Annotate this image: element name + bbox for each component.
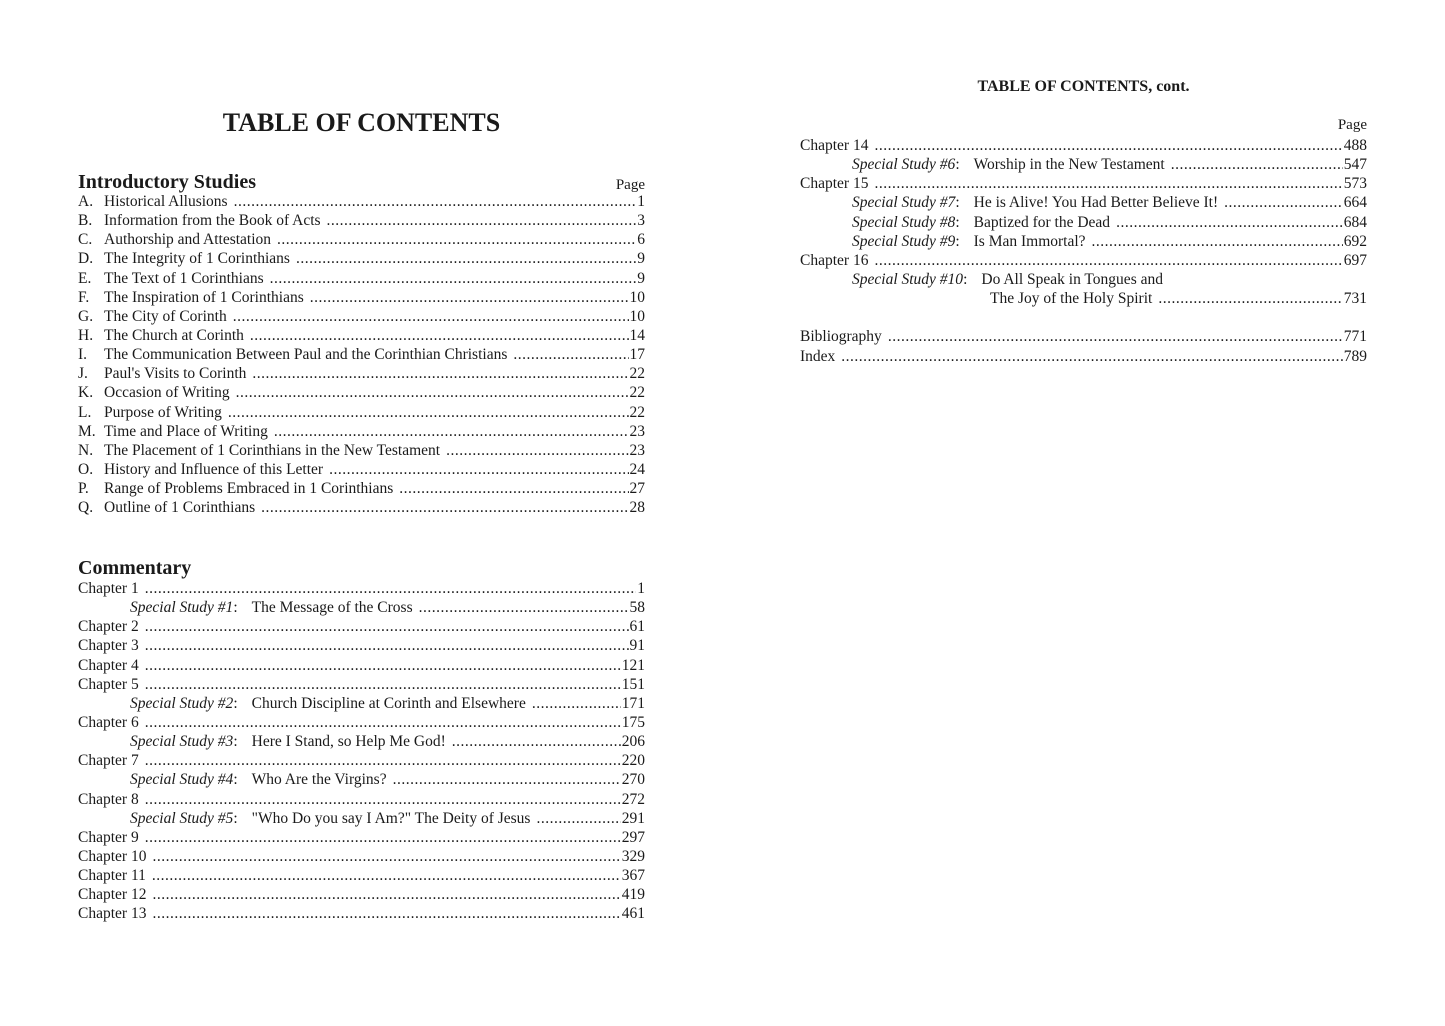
entry-title: Time and Place of Writing xyxy=(104,422,268,440)
dot-leader xyxy=(513,345,628,364)
dot-leader xyxy=(277,230,636,249)
entry-title: Outline of 1 Corinthians xyxy=(104,499,256,517)
toc-entry xyxy=(78,904,645,923)
special-study-label: Special Study #8 xyxy=(852,213,956,231)
entry-title: Do All Speak in Tongues and xyxy=(981,270,1163,288)
page-number: 220 xyxy=(621,752,645,770)
entry-title: Paul's Visits to Corinth xyxy=(104,365,247,383)
entry-title: The City of Corinth xyxy=(104,307,227,325)
dot-leader xyxy=(152,847,620,866)
special-study-entry xyxy=(78,211,645,230)
special-study-entry xyxy=(78,732,645,751)
dot-leader xyxy=(874,251,1342,270)
label-colon: : xyxy=(955,194,960,212)
dot-leader xyxy=(888,327,1343,346)
special-study-entry xyxy=(78,694,645,713)
page-number: 10 xyxy=(629,288,645,306)
dot-leader xyxy=(252,364,628,383)
page-title: TABLE OF CONTENTS xyxy=(222,108,501,137)
dot-leader xyxy=(1092,232,1343,251)
page-number: 367 xyxy=(621,867,645,885)
toc-entry xyxy=(800,347,1367,366)
entry-letter: H. xyxy=(78,326,94,344)
continued-list xyxy=(800,136,1367,366)
entry-title: Worship in the New Testament xyxy=(973,156,1165,174)
special-study-entry xyxy=(78,460,645,479)
special-study-entry xyxy=(78,479,645,498)
dot-leader xyxy=(419,598,629,617)
toc-entry xyxy=(78,636,645,655)
page-number: 10 xyxy=(629,307,645,325)
toc-entry xyxy=(78,751,645,770)
entry-title: Here I Stand, so Help Me God! xyxy=(251,733,446,751)
page-number: 22 xyxy=(629,403,645,421)
dot-leader xyxy=(270,269,637,288)
entry-letter: F. xyxy=(78,288,90,306)
special-study-label: Special Study #4 xyxy=(130,771,234,789)
label-colon: : xyxy=(955,213,960,231)
entry-title: Chapter 3 xyxy=(78,637,139,655)
special-study-entry xyxy=(78,269,645,288)
entry-title: Chapter 11 xyxy=(78,867,146,885)
entry-letter: A. xyxy=(78,193,94,210)
toc-entry xyxy=(800,327,1367,346)
page-number: 1 xyxy=(637,193,645,210)
label-colon: : xyxy=(955,156,960,174)
dot-leader xyxy=(446,441,628,460)
page-number: 684 xyxy=(1343,213,1367,231)
dot-leader xyxy=(233,307,629,326)
toc-entry xyxy=(78,713,645,732)
toc-entry xyxy=(78,656,645,675)
entry-title: The Message of the Cross xyxy=(251,599,413,617)
entry-letter: K. xyxy=(78,384,94,402)
page-number: 664 xyxy=(1343,194,1367,212)
special-study-entry xyxy=(800,213,1367,232)
special-study-entry xyxy=(78,249,645,268)
entry-title: "Who Do you say I Am?" The Deity of Jesus xyxy=(251,809,531,827)
special-study-entry xyxy=(78,403,645,422)
special-study-entry xyxy=(78,383,645,402)
section-title-introductory: Introductory Studies xyxy=(78,171,256,193)
special-study-label: Special Study #1 xyxy=(130,599,234,617)
entry-title: Chapter 6 xyxy=(78,713,139,731)
special-study-entry xyxy=(78,307,645,326)
dot-leader xyxy=(296,249,636,268)
dot-leader xyxy=(152,885,620,904)
special-study-entry xyxy=(78,498,645,517)
page-number: 61 xyxy=(629,618,645,636)
entry-title: History and Influence of this Letter xyxy=(104,460,324,478)
entry-title: Bibliography xyxy=(800,328,882,346)
dot-leader xyxy=(145,751,621,770)
dot-leader xyxy=(310,288,629,307)
special-study-label: Special Study #9 xyxy=(852,232,956,250)
entry-title: The Integrity of 1 Corinthians xyxy=(104,250,290,268)
entry-title: Chapter 14 xyxy=(800,137,869,154)
entry-title: Chapter 16 xyxy=(800,251,869,269)
entry-letter: P. xyxy=(78,480,89,498)
page-number: 151 xyxy=(621,675,645,693)
entry-title: The Placement of 1 Corinthians in the New Testament xyxy=(104,441,441,459)
entry-title: Chapter 12 xyxy=(78,886,147,904)
dot-leader xyxy=(274,422,629,441)
page-number: 206 xyxy=(621,733,645,751)
section-title-commentary: Commentary xyxy=(78,557,192,579)
dot-leader xyxy=(399,479,628,498)
toc-entry xyxy=(800,136,1367,155)
page-number: 6 xyxy=(637,231,645,249)
page-number: 329 xyxy=(621,847,645,865)
label-colon: : xyxy=(233,809,238,827)
special-study-entry xyxy=(800,270,1367,289)
toc-entry xyxy=(78,885,645,904)
label-colon: : xyxy=(955,232,960,250)
page-number: 9 xyxy=(637,250,645,268)
entry-title: Range of Problems Embraced in 1 Corinthians xyxy=(104,480,394,498)
entry-title: Authorship and Attestation xyxy=(104,231,272,249)
entry-title: Information from the Book of Acts xyxy=(104,212,321,230)
page-number: 121 xyxy=(621,656,645,674)
special-study-entry xyxy=(78,230,645,249)
dot-leader xyxy=(1158,289,1342,308)
special-study-label: Special Study #2 xyxy=(130,694,234,712)
entry-title: Chapter 2 xyxy=(78,618,139,636)
entry-title: Index xyxy=(800,347,836,365)
special-study-label: Special Study #7 xyxy=(852,194,956,212)
page-number: 731 xyxy=(1343,290,1367,308)
dot-leader xyxy=(874,136,1342,155)
commentary-header xyxy=(78,556,645,580)
entry-title: Purpose of Writing xyxy=(104,403,222,421)
page-number: 1 xyxy=(637,580,645,597)
dot-leader xyxy=(145,617,629,636)
entry-letter: N. xyxy=(78,441,94,459)
entry-letter: D. xyxy=(78,250,94,268)
special-study-entry xyxy=(800,232,1367,251)
introductory-list xyxy=(78,192,645,517)
dot-leader xyxy=(532,694,621,713)
dot-leader xyxy=(1171,155,1343,174)
special-study-label: Special Study #10 xyxy=(852,270,964,288)
dot-leader xyxy=(393,770,621,789)
toc-entry xyxy=(78,790,645,809)
dot-leader xyxy=(841,347,1342,366)
page-number: 573 xyxy=(1343,175,1367,193)
special-study-entry xyxy=(78,326,645,345)
dot-leader xyxy=(145,636,629,655)
label-colon: : xyxy=(963,270,968,288)
entry-title: Chapter 8 xyxy=(78,790,139,808)
dot-leader xyxy=(234,192,637,211)
entry-title: The Text of 1 Corinthians xyxy=(104,269,264,287)
page-number: 14 xyxy=(629,326,645,344)
toc-entry xyxy=(800,174,1367,193)
page-number: 22 xyxy=(629,384,645,402)
page-number: 28 xyxy=(629,499,645,517)
page-number: 771 xyxy=(1343,328,1367,346)
special-study-entry xyxy=(800,155,1367,174)
entry-title: Occasion of Writing xyxy=(104,384,230,402)
page-number: 58 xyxy=(629,599,645,617)
entry-letter: Q. xyxy=(78,499,94,517)
toc-entry xyxy=(78,617,645,636)
dot-leader xyxy=(236,383,629,402)
entry-title: Chapter 13 xyxy=(78,905,147,923)
dot-leader xyxy=(261,498,628,517)
entry-title: Chapter 5 xyxy=(78,675,139,693)
dot-leader xyxy=(145,828,621,847)
page-number: 789 xyxy=(1343,347,1367,365)
entry-title: The Joy of the Holy Spirit xyxy=(990,290,1153,308)
toc-entry xyxy=(78,847,645,866)
special-study-entry xyxy=(78,192,645,211)
special-study-entry xyxy=(78,288,645,307)
page-column-label: Page xyxy=(1337,117,1367,133)
label-colon: : xyxy=(233,694,238,712)
entry-letter: O. xyxy=(78,460,94,478)
entry-title: Is Man Immortal? xyxy=(973,232,1086,250)
special-study-entry xyxy=(78,345,645,364)
dot-leader xyxy=(329,460,628,479)
special-study-label: Special Study #6 xyxy=(852,156,956,174)
introductory-studies-header xyxy=(78,170,645,194)
page-number: 91 xyxy=(629,637,645,655)
label-colon: : xyxy=(233,599,238,617)
list-spacer xyxy=(800,308,1367,327)
page-title-continued: TABLE OF CONTENTS, cont. xyxy=(977,78,1190,95)
dot-leader xyxy=(145,656,621,675)
special-study-label: Special Study #5 xyxy=(130,809,234,827)
entry-title: Chapter 7 xyxy=(78,752,139,770)
toc-entry xyxy=(78,675,645,694)
special-study-label: Special Study #3 xyxy=(130,733,234,751)
dot-leader xyxy=(145,713,621,732)
label-colon: : xyxy=(233,733,238,751)
dot-leader xyxy=(1224,193,1343,212)
entry-title: Who Are the Virgins? xyxy=(251,771,387,789)
page-number: 419 xyxy=(621,886,645,904)
entry-title: The Inspiration of 1 Corinthians xyxy=(104,288,304,306)
entry-letter: L. xyxy=(78,403,92,421)
entry-title: The Communication Between Paul and the Corinthian Christians xyxy=(104,346,508,364)
dot-leader xyxy=(228,403,629,422)
label-colon: : xyxy=(233,771,238,789)
entry-title: The Church at Corinth xyxy=(104,326,244,344)
page-number: 175 xyxy=(621,713,645,731)
entry-title: He is Alive! You Had Better Believe It! xyxy=(973,194,1219,212)
entry-letter: M. xyxy=(78,422,96,440)
special-study-entry xyxy=(78,809,645,828)
entry-title: Chapter 9 xyxy=(78,828,139,846)
special-study-entry xyxy=(800,193,1367,212)
dot-leader xyxy=(327,211,637,230)
special-study-entry xyxy=(78,770,645,789)
entry-letter: G. xyxy=(78,307,94,325)
dot-leader xyxy=(152,866,621,885)
page-number: 297 xyxy=(621,828,645,846)
toc-entry xyxy=(78,828,645,847)
entry-letter: C. xyxy=(78,231,93,249)
page-number: 9 xyxy=(637,269,645,287)
entry-title: Baptized for the Dead xyxy=(973,213,1111,231)
dot-leader xyxy=(145,675,621,694)
toc-entry xyxy=(78,579,645,598)
special-study-entry xyxy=(78,598,645,617)
special-study-entry xyxy=(78,364,645,383)
commentary-list xyxy=(78,579,645,924)
entry-title: Chapter 10 xyxy=(78,847,147,865)
entry-title: Historical Allusions xyxy=(104,193,228,210)
page-number: 461 xyxy=(621,905,645,923)
dot-leader xyxy=(250,326,629,345)
entry-title: Chapter 1 xyxy=(78,580,139,597)
dot-leader xyxy=(536,809,620,828)
entry-title: Church Discipline at Corinth and Elsewhere xyxy=(251,694,526,712)
dot-leader xyxy=(145,579,637,598)
dot-leader xyxy=(452,732,621,751)
special-study-entry xyxy=(78,422,645,441)
page-column-label: Page xyxy=(615,177,645,193)
page-number: 27 xyxy=(629,480,645,498)
entry-letter: B. xyxy=(78,212,93,230)
special-study-entry xyxy=(78,441,645,460)
toc-entry xyxy=(78,866,645,885)
toc-entry-continued xyxy=(800,289,1367,308)
entry-title: Chapter 4 xyxy=(78,656,139,674)
dot-leader xyxy=(874,174,1342,193)
entry-letter: J. xyxy=(78,365,88,383)
entry-letter: E. xyxy=(78,269,92,287)
entry-title: Chapter 15 xyxy=(800,175,869,193)
page-number: 23 xyxy=(629,441,645,459)
page-number: 547 xyxy=(1343,156,1367,174)
page-number: 697 xyxy=(1343,251,1367,269)
page-number: 272 xyxy=(621,790,645,808)
page-number: 692 xyxy=(1343,232,1367,250)
page-number: 23 xyxy=(629,422,645,440)
page-number: 3 xyxy=(637,212,645,230)
toc-entry xyxy=(800,251,1367,270)
page-number: 17 xyxy=(629,346,645,364)
entry-letter: I. xyxy=(78,346,88,364)
page-number: 270 xyxy=(621,771,645,789)
dot-leader xyxy=(152,904,620,923)
page-number: 488 xyxy=(1343,137,1367,154)
dot-leader xyxy=(1116,213,1343,232)
page-number: 24 xyxy=(629,460,645,478)
dot-leader xyxy=(145,790,621,809)
page-number: 22 xyxy=(629,365,645,383)
page-number: 171 xyxy=(621,694,645,712)
page-number: 291 xyxy=(621,809,645,827)
